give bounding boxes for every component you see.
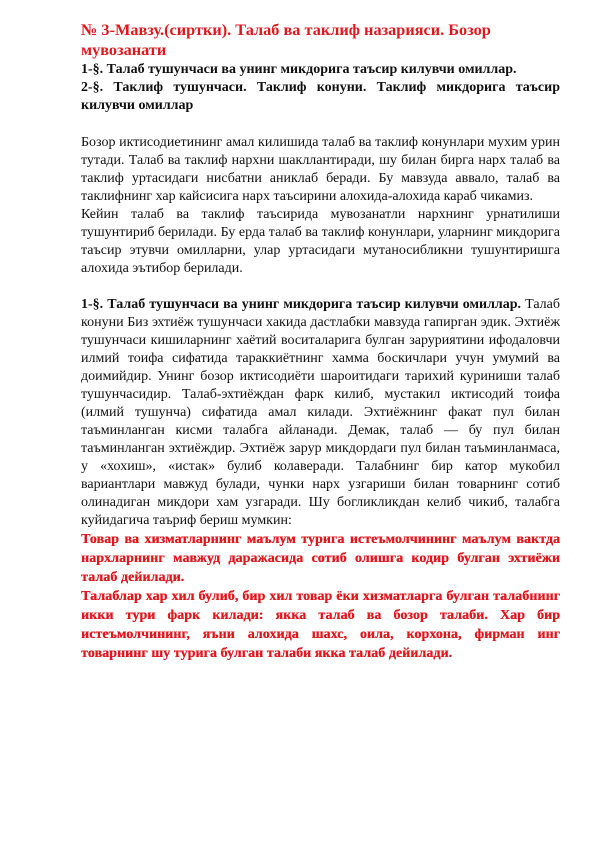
- definition-demand: Товар ва хизматларнинг маълум турига истеъмолчининг маълум вактда нархларнинг мавжуд даражасида сотиб олишга кодир булган эхтиёжи талаб дейилади.: [81, 532, 560, 585]
- section-1-paragraph: [81, 296, 560, 530]
- spacer: [81, 115, 560, 134]
- outline-item-1: 1-§. Талаб тушунчаси ва унинг микдорига таъсир килувчи омиллар.: [81, 62, 517, 77]
- section-1-heading: 1-§. Талаб тушунчаси ва унинг микдорига таъсир килувчи омиллар.: [81, 297, 522, 312]
- spacer: [81, 278, 560, 296]
- document-title: № 3-Мавзу.(сиртки). Талаб ва таклиф назарияси. Бозор мувозанати: [81, 20, 491, 59]
- document-content: [81, 20, 560, 663]
- definition-demand-types: Талаблар хар хил булиб, бир хил товар ёки хизматларга булган талабнинг икки тури фарк килади: якка талаб ва бозор талаби. Хар бир истеъмолчининг, яъни алохида шахс, оила, корхона, фирман инг товарнинг шу турига булган талаби якка талаб дейилади.: [81, 589, 560, 661]
- outline-item-2: 2-§. Таклиф тушунчаси. Таклиф конуни. Таклиф микдорига таъсир килувчи омиллар: [81, 80, 560, 113]
- section-1-body: Талаб конуни Биз эхтиёж тушунчаси хакида дастлабки мавзуда гапирган эдик. Эхтиёж тушунчаси кишиларнинг хаётий воситаларига булган заруриятини ифодаловчи илмий тоифа сифатида тараккиётнинг хамма боскичлари учун умумий ва доимийдир. Унинг бозор иктисодиёти шароитидаги тарихий куриниши талаб тушунчасидир. Талаб-эхтиёждан фарк килиб, мустакил иктисодий тоифа (илмий тушунча) сифатида амал килади. Эхтиёжнинг факат пул билан таъминланган кисми талабга айланади. Демак, талаб — бу пул билан таъминланган эхтиёждир. Эхтиёж зарур микдордаги пул билан таъминланмаса, у «хохиш», «истак» булиб колаверади. Талабнинг бир катор мукобил вариантлари мавжуд булади, чунки нарх узгариши билан товарнинг сотиб олинадиган микдори хам узгаради. Шу богликликдан келиб чикиб, талабга куйидагича таъриф бериш мумкин:: [81, 297, 560, 528]
- intro-paragraph-1: Бозор иктисодиетининг амал килишида талаб ва таклиф конунлари мухим урин тутади. Талаб ва таклиф нархни шакллантиради, шу билан бирга нарх талаб ва таклиф уртасидаги нисбатни аниклаб беради. Бу мавзуда аввало, талаб ва таклифнинг хар кайсисига нарх таъсирини алохида-алохида караб чикамиз.: [81, 135, 560, 204]
- intro-paragraph-2: Кейин талаб ва таклиф таъсирида мувозанатли нархнинг урнатилиши тушунтириб берилади. Бу ерда талаб ва таклиф конунлари, уларнинг микдорига таъсир этувчи омилларни, улар уртасидаги мутаносибликни тушунтиришга алохида эътибор берилади.: [81, 207, 560, 276]
